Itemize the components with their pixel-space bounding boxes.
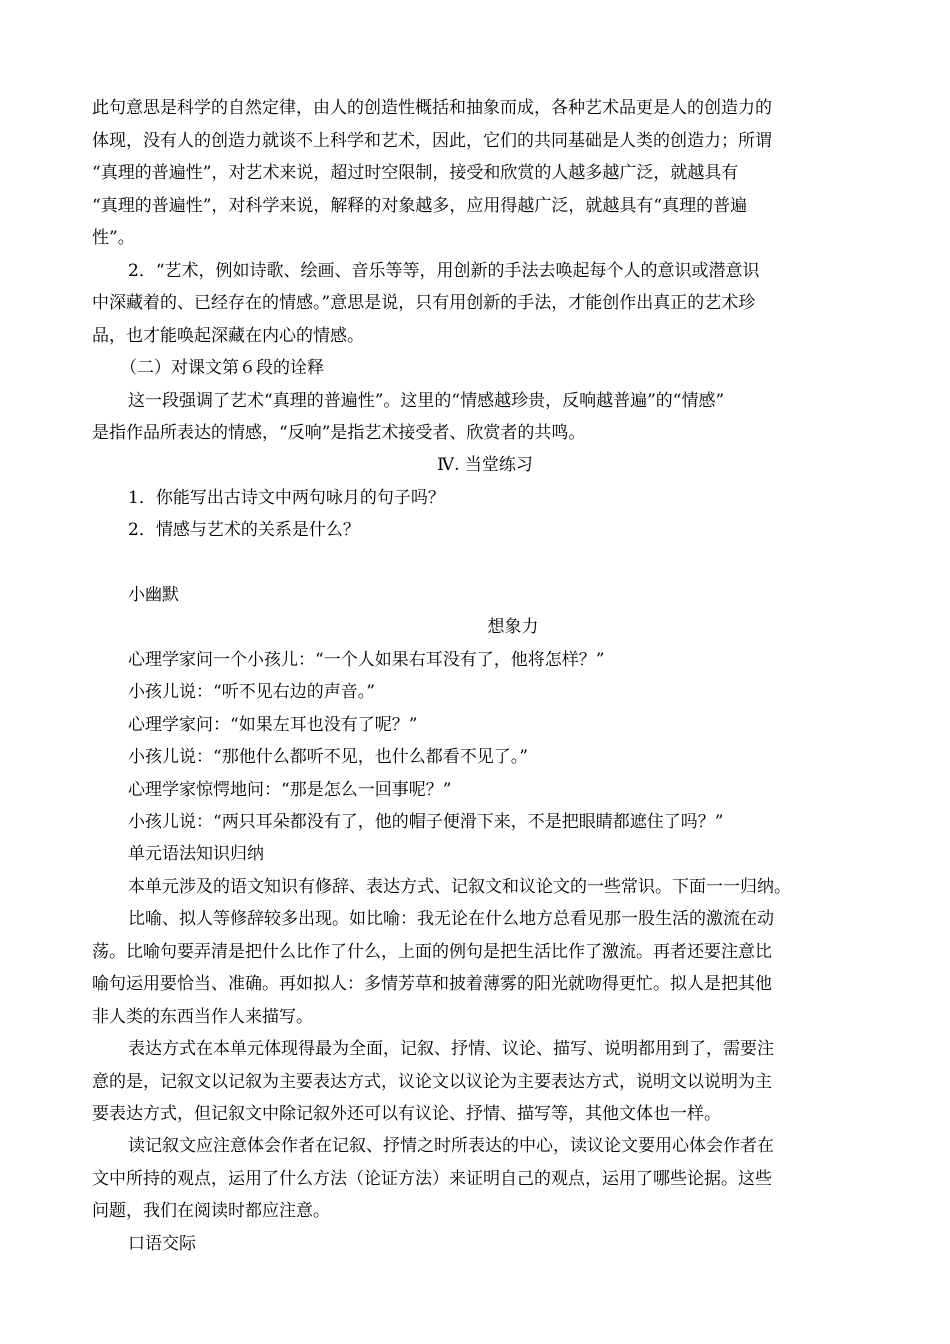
paragraph-line: “真理的普遍性”，对艺术来说，超过时空限制，接受和欣赏的人越多越广泛，就越具有 bbox=[92, 163, 739, 183]
section-heading: 单元语法知识归纳 bbox=[128, 844, 264, 864]
exercise-item: 1．你能写出古诗文中两句咏月的句子吗？ bbox=[128, 488, 445, 508]
paragraph-line: 这一段强调了艺术“真理的普遍性”。这里的“情感越珍贵，反响越普遍”的“情感” bbox=[128, 391, 725, 411]
paragraph-line: 荡。比喻句要弄清是把什么比作了什么，上面的例句是把生活比作了激流。再者还要注意比 bbox=[92, 942, 772, 962]
dialogue-line: 心理学家惊愕地问：“那是怎么一回事呢？” bbox=[128, 780, 452, 800]
paragraph-line: 文中所持的观点，运用了什么方法（论证方法）来证明自己的观点，运用了哪些论据。这些 bbox=[92, 1169, 772, 1189]
section-heading: 口语交际 bbox=[128, 1234, 196, 1254]
paragraph-line: 性”。 bbox=[92, 228, 135, 248]
section-heading: 小幽默 bbox=[128, 585, 179, 605]
paragraph-line: 比喻、拟人等修辞较多出现。如比喻：我无论在什么地方总看见那一股生活的激流在动 bbox=[128, 909, 774, 929]
dialogue-line: 小孩儿说：“两只耳朵都没有了，他的帽子便滑下来，不是把眼睛都遮住了吗？” bbox=[128, 812, 724, 832]
paragraph-line: 读记叙文应注意体会作者在记叙、抒情之时所表达的中心，读议论文要用心体会作者在 bbox=[128, 1136, 774, 1156]
paragraph-line: 2．“艺术，例如诗歌、绘画、音乐等等，用创新的手法去唤起每个人的意识或潜意识 bbox=[128, 261, 760, 281]
story-title: 想象力 bbox=[487, 617, 539, 637]
paragraph-line: 中深藏着的、已经存在的情感。”意思是说，只有用创新的手法，才能创作出真正的艺术珍 bbox=[92, 293, 756, 313]
dialogue-line: 心理学家问一个小孩儿：“一个人如果右耳没有了，他将怎样？” bbox=[128, 650, 605, 670]
dialogue-line: 小孩儿说：“听不见右边的声音。” bbox=[128, 682, 375, 702]
paragraph-line: 此句意思是科学的自然定律，由人的创造性概括和抽象而成，各种艺术品更是人的创造力的 bbox=[92, 98, 772, 118]
paragraph-line: 体现，没有人的创造力就谈不上科学和艺术，因此，它们的共同基础是人类的创造力；所谓 bbox=[92, 131, 772, 151]
exercise-item: 2．情感与艺术的关系是什么？ bbox=[128, 520, 360, 540]
paragraph-line: 非人类的东西当作人来描写。 bbox=[92, 1007, 313, 1027]
paragraph-line: 问题，我们在阅读时都应注意。 bbox=[92, 1201, 330, 1221]
dialogue-line: 小孩儿说：“那他什么都听不见，也什么都看不见了。” bbox=[128, 747, 528, 767]
paragraph-line: 品，也才能唤起深藏在内心的情感。 bbox=[92, 326, 364, 346]
section-heading: （二）对课文第６段的诠释 bbox=[120, 358, 324, 378]
paragraph-line: 表达方式在本单元体现得最为全面，记叙、抒情、议论、描写、说明都用到了，需要注 bbox=[128, 1039, 774, 1059]
paragraph-line: 是指作品所表达的情感，“反响”是指艺术接受者、欣赏者的共鸣。 bbox=[92, 423, 586, 443]
dialogue-line: 心理学家问：“如果左耳也没有了呢？” bbox=[128, 715, 418, 735]
paragraph-line: “真理的普遍性”，对科学来说，解释的对象越多，应用得越广泛，就越具有“真理的普遍 bbox=[92, 196, 748, 216]
section-heading: Ⅳ. 当堂练习 bbox=[437, 455, 533, 475]
paragraph-line: 喻句运用要恰当、准确。再如拟人：多情芳草和披着薄雾的阳光就吻得更忙。拟人是把其他 bbox=[92, 974, 772, 994]
paragraph-line: 要表达方式，但记叙文中除记叙外还可以有议论、抒情、描写等，其他文体也一样。 bbox=[92, 1104, 721, 1124]
paragraph-line: 本单元涉及的语文知识有修辞、表达方式、记叙文和议论文的一些常识。下面一一归纳。 bbox=[128, 877, 791, 897]
paragraph-line: 意的是，记叙文以记叙为主要表达方式，议论文以议论为主要表达方式，说明文以说明为主 bbox=[92, 1072, 772, 1092]
